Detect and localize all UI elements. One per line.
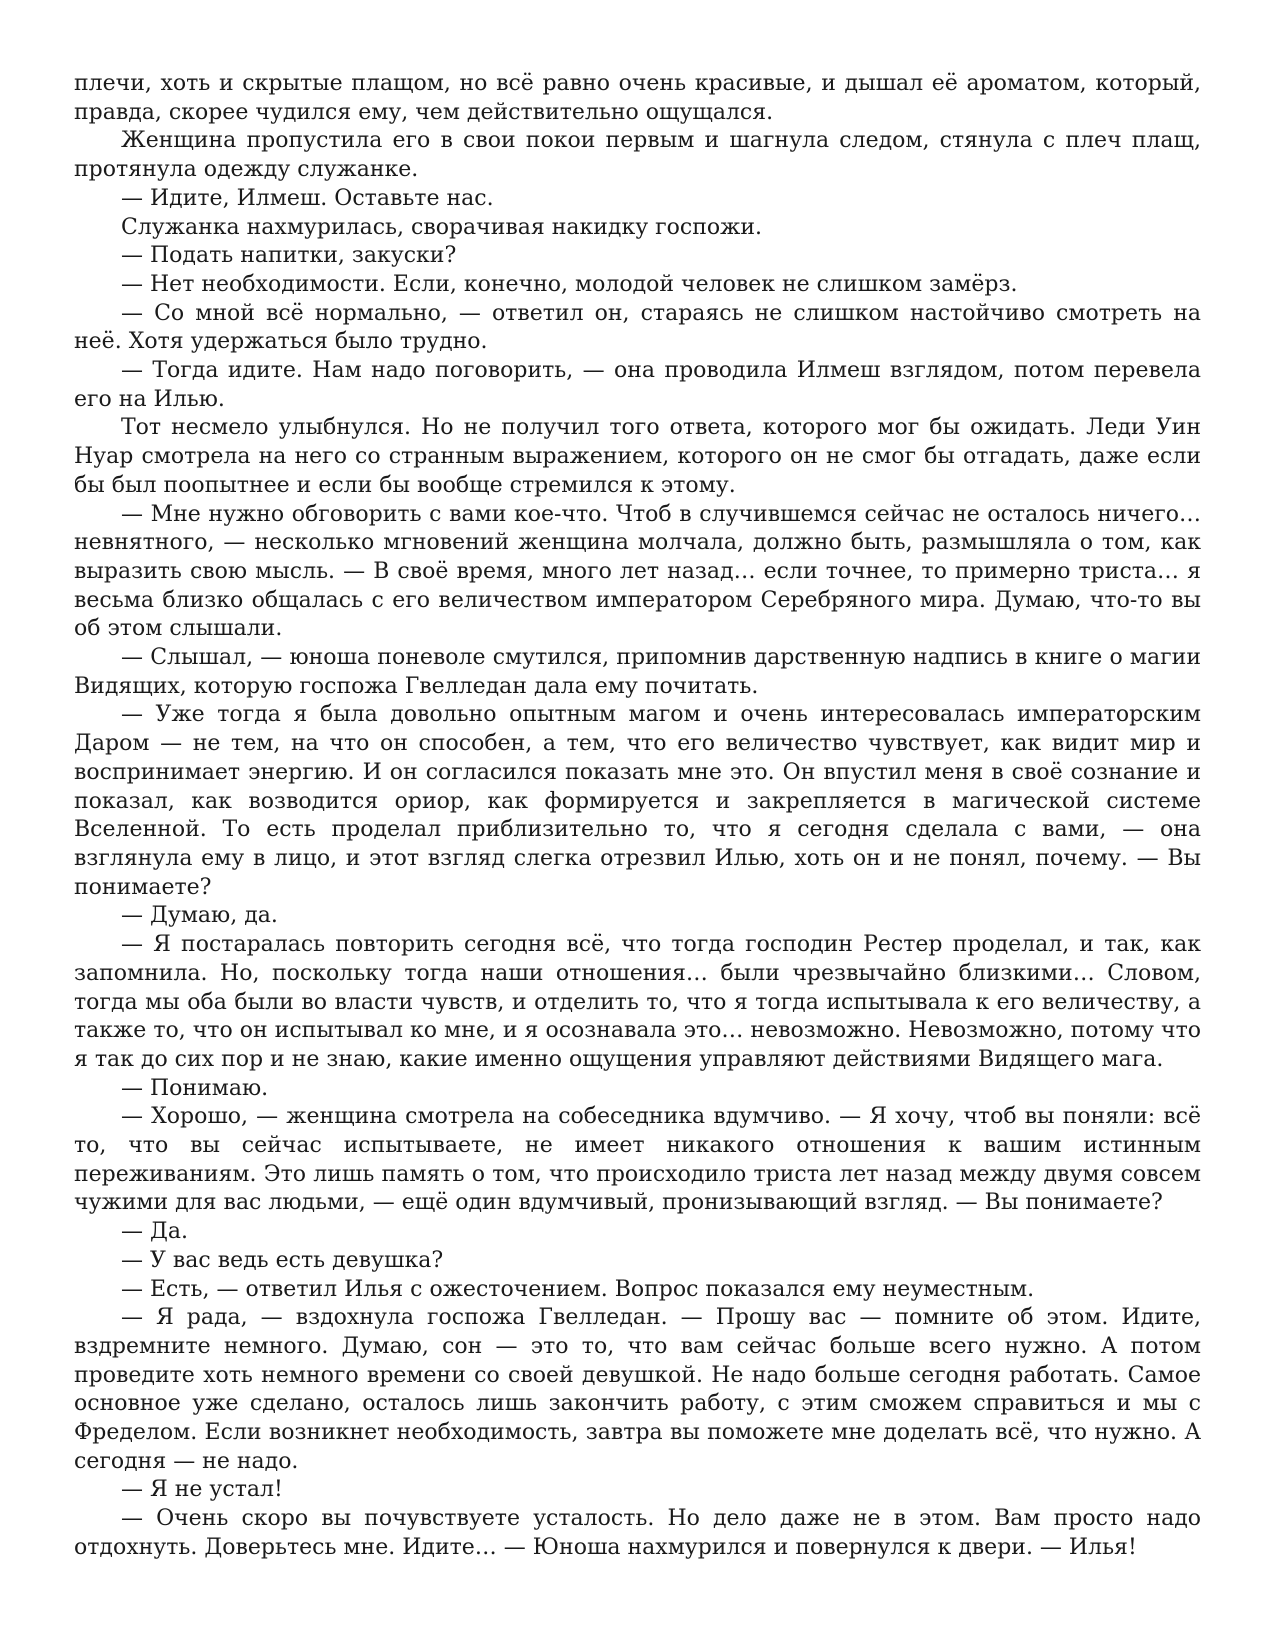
paragraph: Женщина пропустила его в свои покои первым и шагнула следом, стянула с плеч плащ, протянула одежду служанке. <box>74 128 1201 183</box>
dialogue-line: — Очень скоро вы почувствуете усталость. Но дело даже не в этом. Вам просто надо отдохнуть. Доверьтесь мне. Идите… — Юноша нахмурился и повернулся к двери. — Илья! <box>74 1506 1201 1560</box>
dialogue-line: — Нет необходимости. Если, конечно, молодой человек не слишком замёрз. <box>121 271 1018 297</box>
dialogue-line: — Я не устал! <box>121 1477 283 1503</box>
dialogue-line: — Тогда идите. Нам надо поговорить, — она проводила Илмеш взглядом, потом перевела его на Илью. <box>74 358 1201 412</box>
dialogue-line: — Я рада, — вздохнула госпожа Гвелледан. — Прошу вас — помните об этом. Идите, вздремните немного. Думаю, сон — это то, что вам сейчас больше всего нужно. А потом проведите хоть немного времени со своей девушкой. Не надо больше сегодня работать. Самое основное уже сделано, осталось лишь закончить работу, с этим сможем справиться и мы с Фределом. Если возникнет необходимость, завтра вы поможете мне доделать всё, что нужно. А сегодня — не надо. <box>74 1305 1201 1474</box>
dialogue-line: — Со мной всё нормально, — ответил он, стараясь не слишком настойчиво смотреть на неё. Хотя удержаться было трудно. <box>74 300 1201 355</box>
dialogue-line: — Мне нужно обговорить с вами кое-что. Чтоб в случившемся сейчас не осталось ничего… невнятного, — несколько мгновений женщина молчала, должно быть, размышляла о том, как выразить свою мысль. — В своё время, много лет назад… если точнее, то примерно триста… я весьма близко общалась с его величеством императором Серебряного мира. Думаю, что-то вы об этом слышали. <box>74 501 1201 642</box>
paragraph: плечи, хоть и скрытые плащом, но всё равно очень красивые, и дышал её ароматом, который, правда, скорее чудился ему, чем действительно ощущался. <box>74 71 1201 125</box>
dialogue-line: — Да. <box>121 1219 188 1245</box>
dialogue-line: — Понимаю. <box>121 1075 269 1101</box>
document-page <box>74 70 1201 1563</box>
paragraph: Служанка нахмурилась, сворачивая накидку госпожи. <box>121 214 763 240</box>
dialogue-line: — Идите, Илмеш. Оставьте нас. <box>121 185 494 211</box>
dialogue-line: — Подать напитки, закуски? <box>121 243 457 269</box>
dialogue-line: — Есть, — ответил Илья с ожесточением. Вопрос показался ему неуместным. <box>121 1276 1035 1302</box>
dialogue-line: — Хорошо, — женщина смотрела на собеседника вдумчиво. — Я хочу, чтоб вы поняли: всё то, что вы сейчас испытываете, не имеет никакого отношения к вашим истинным переживаниям. Это лишь память о том, что происходило триста лет назад между двумя совсем чужими для вас людьми, — ещё один вдумчивый, пронизывающий взгляд. — Вы понимаете? <box>74 1104 1201 1216</box>
dialogue-line: — Уже тогда я была довольно опытным магом и очень интересовалась императорским Даром — не тем, на что он способен, а тем, что его величество чувствует, как видит мир и воспринимает энергию. И он согласился показать мне это. Он впустил меня в своё сознание и показал, как возводится ориор, как формируется и закрепляется в магической системе Вселенной. То есть проделал приблизительно то, что я сегодня сделала с вами, — она взглянула ему в лицо, и этот взгляд слегка отрезвил Илью, хоть он и не понял, почему. — Вы понимаете? <box>74 702 1201 900</box>
dialogue-line: — Слышал, — юноша поневоле смутился, припомнив дарственную надпись в книге о магии Видящих, которую госпожа Гвелледан дала ему почитать. <box>74 645 1201 699</box>
dialogue-line: — Думаю, да. <box>121 903 278 929</box>
dialogue-line: — Я постаралась повторить сегодня всё, что тогда господин Рестер проделал, и так, как запомнила. Но, поскольку тогда наши отношения… были чрезвычайно близкими… Словом, тогда мы оба были во власти чувств, и отделить то, что я тогда испытывала к его величеству, а также то, что он испытывал ко мне, и я осознавала это… невозможно. Невозможно, потому что я так до сих пор и не знаю, какие именно ощущения управляют действиями Видящего мага. <box>74 932 1201 1072</box>
paragraph: Тот несмело улыбнулся. Но не получил того ответа, которого мог бы ожидать. Леди Уин Нуар смотрела на него со странным выражением, которого он не смог бы отгадать, даже если бы был поопытнее и если бы вообще стремился к этому. <box>74 415 1201 498</box>
dialogue-line: — У вас ведь есть девушка? <box>121 1247 444 1273</box>
